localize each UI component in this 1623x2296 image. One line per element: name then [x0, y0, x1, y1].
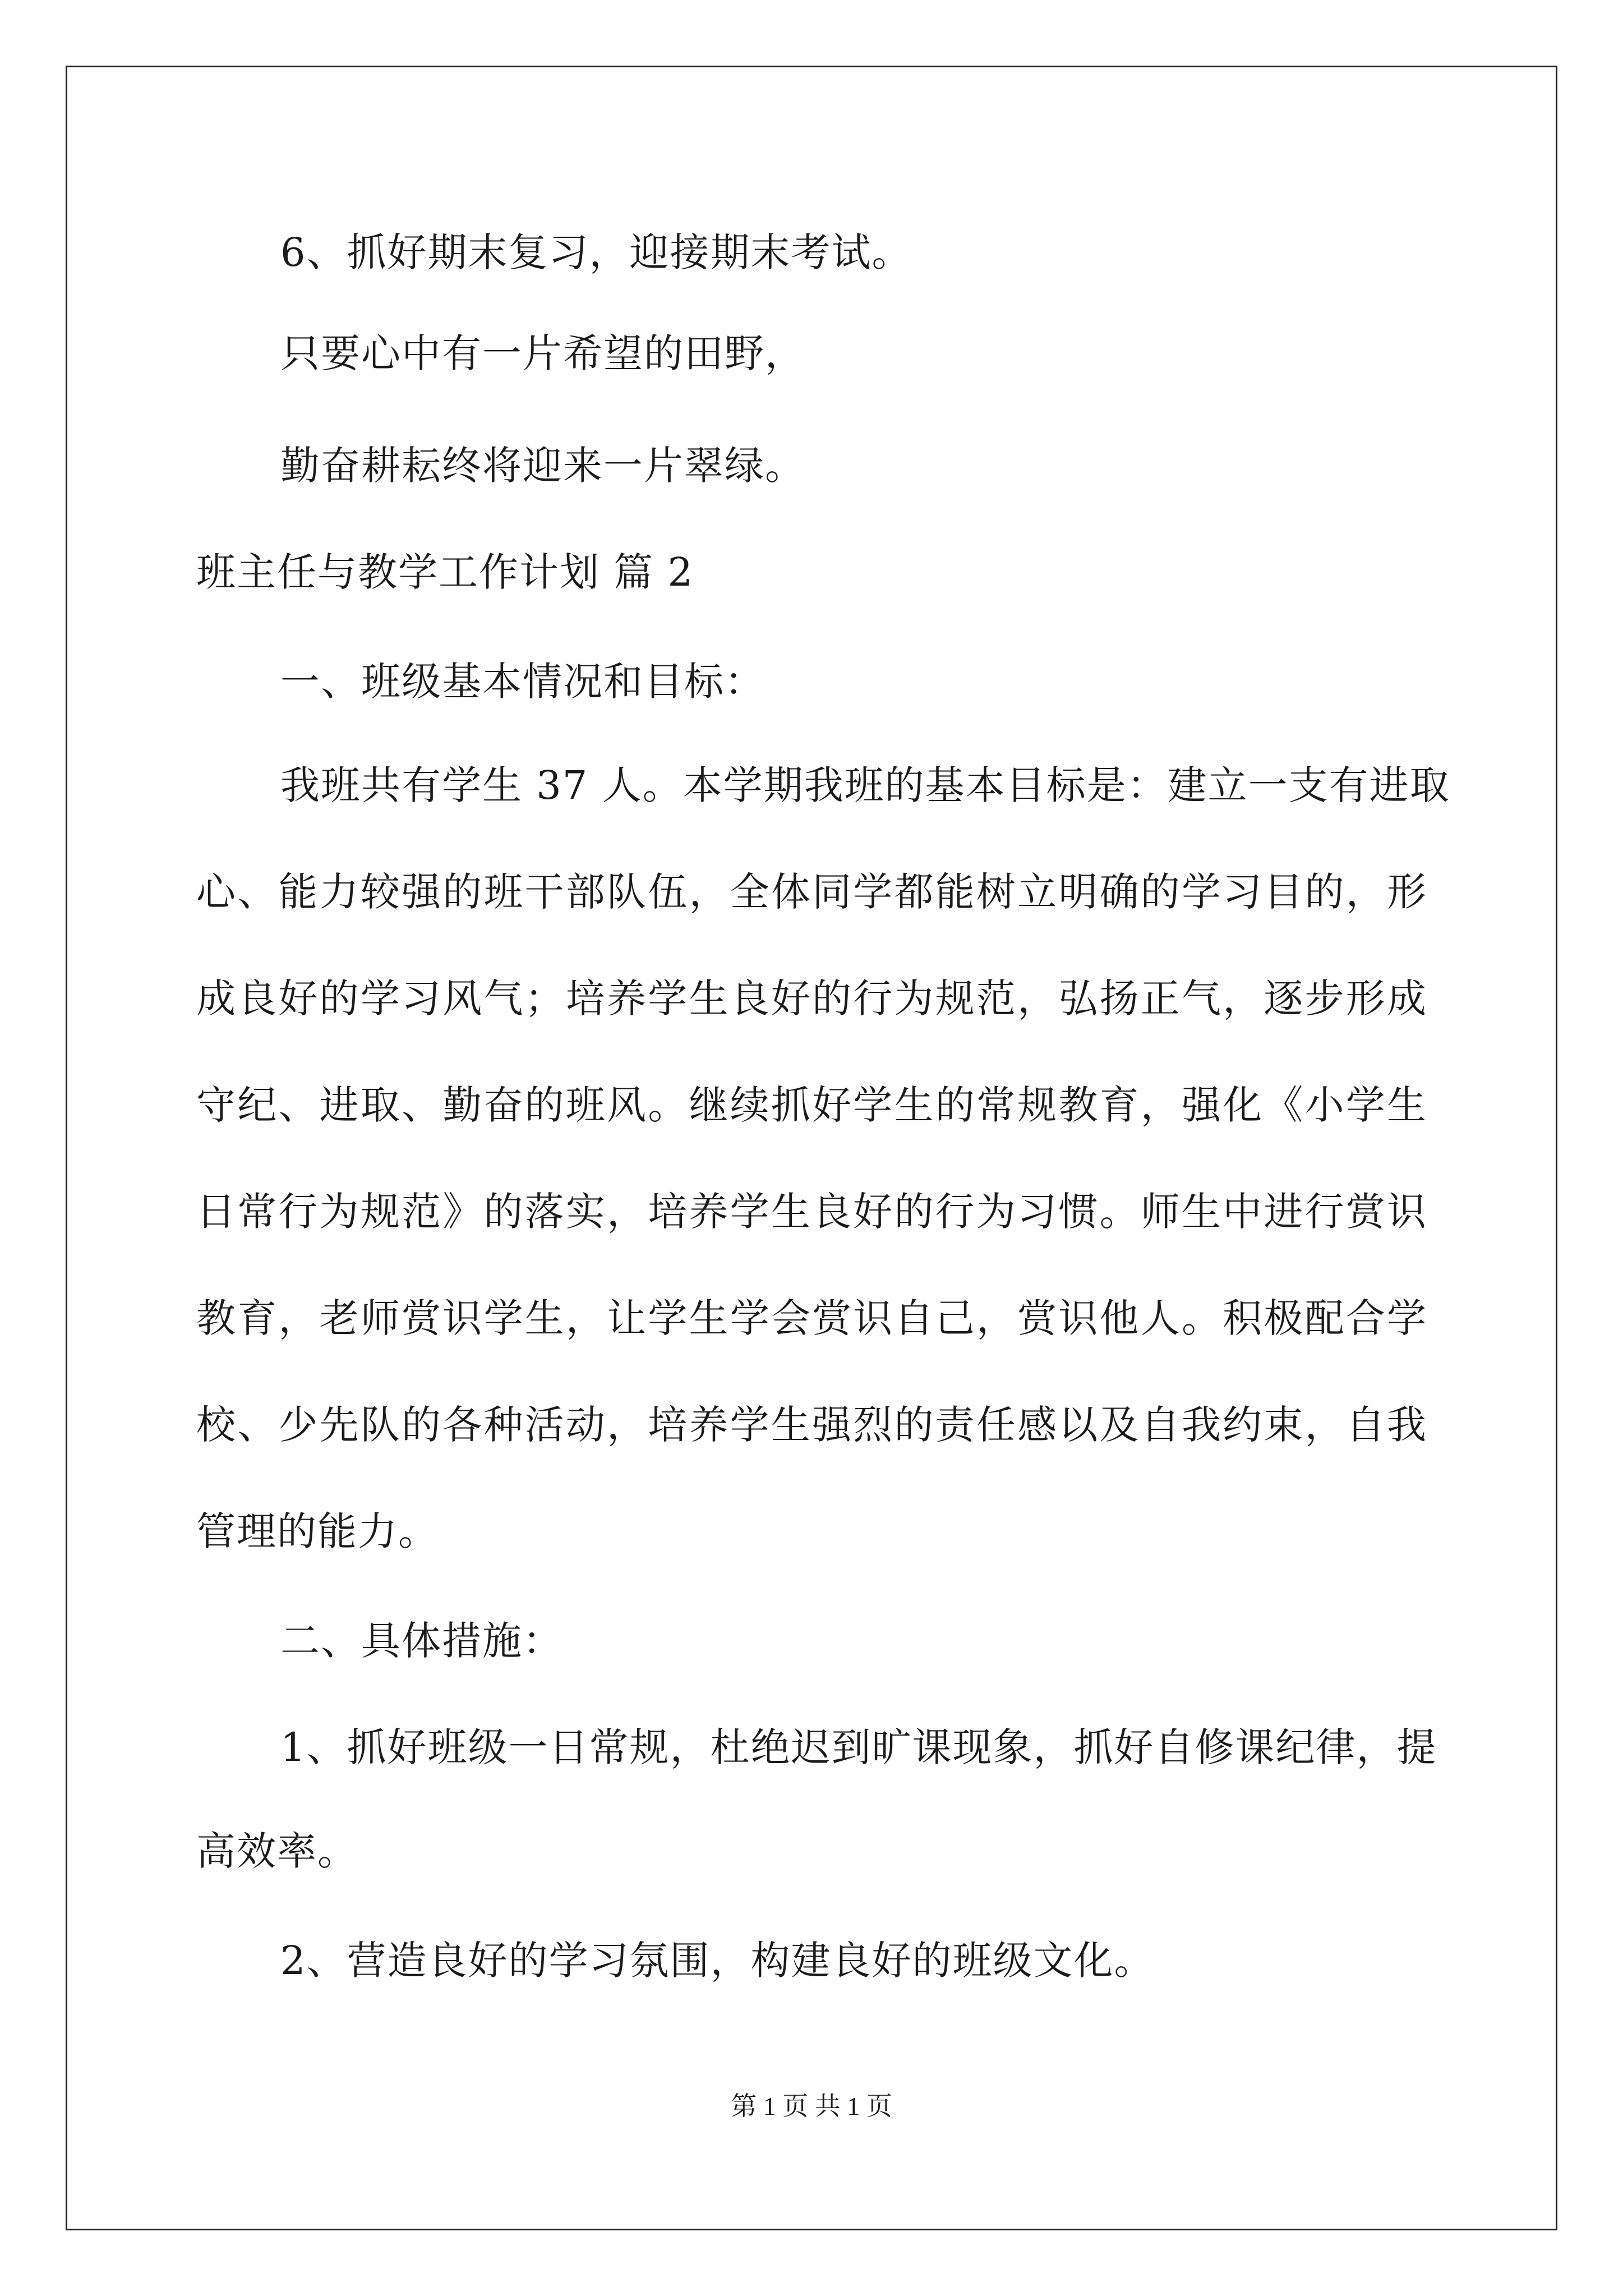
- text-line: 只要心中有一片希望的田野，: [280, 330, 805, 376]
- text-line: 心、能力较强的班干部队伍，全体同学都能树立明确的学习目的，形: [196, 869, 1427, 915]
- text-line: 一、班级基本情况和目标：: [280, 659, 765, 705]
- text-line: 守纪、进取、勤奋的班风。继续抓好学生的常规教育，强化《小学生: [196, 1082, 1427, 1128]
- text-line: 我班共有学生 37 人。本学期我班的基本目标是：建立一支有进取: [280, 762, 1450, 808]
- text-line: 日常行为规范》的落实，培养学生良好的行为习惯。师生中进行赏识: [196, 1189, 1427, 1235]
- page-footer: 第 1 页 共 1 页: [731, 2092, 892, 2120]
- text-line: 管理的能力。: [196, 1508, 439, 1554]
- text-line: 6、抓好期末复习，迎接期末考试。: [280, 229, 912, 275]
- section-heading: 班主任与教学工作计划 篇 2: [196, 549, 694, 595]
- text-line: 1、抓好班级一日常规，杜绝迟到旷课现象，抓好自修课纪律，提: [280, 1724, 1437, 1770]
- text-line: 2、营造良好的学习氛围，构建良好的班级文化。: [280, 1938, 1155, 1984]
- text-line: 二、具体措施：: [280, 1618, 563, 1664]
- text-line: 教育，老师赏识学生，让学生学会赏识自己，赏识他人。积极配合学: [196, 1295, 1427, 1341]
- text-line: 成良好的学习风气；培养学生良好的行为规范，弘扬正气，逐步形成: [196, 976, 1427, 1022]
- text-line: 勤奋耕耘终将迎来一片翠绿。: [280, 443, 805, 489]
- text-line: 高效率。: [196, 1828, 358, 1874]
- page-border: [66, 66, 1557, 2230]
- text-line: 校、少先队的各种活动，培养学生强烈的责任感以及自我约束，自我: [196, 1402, 1427, 1448]
